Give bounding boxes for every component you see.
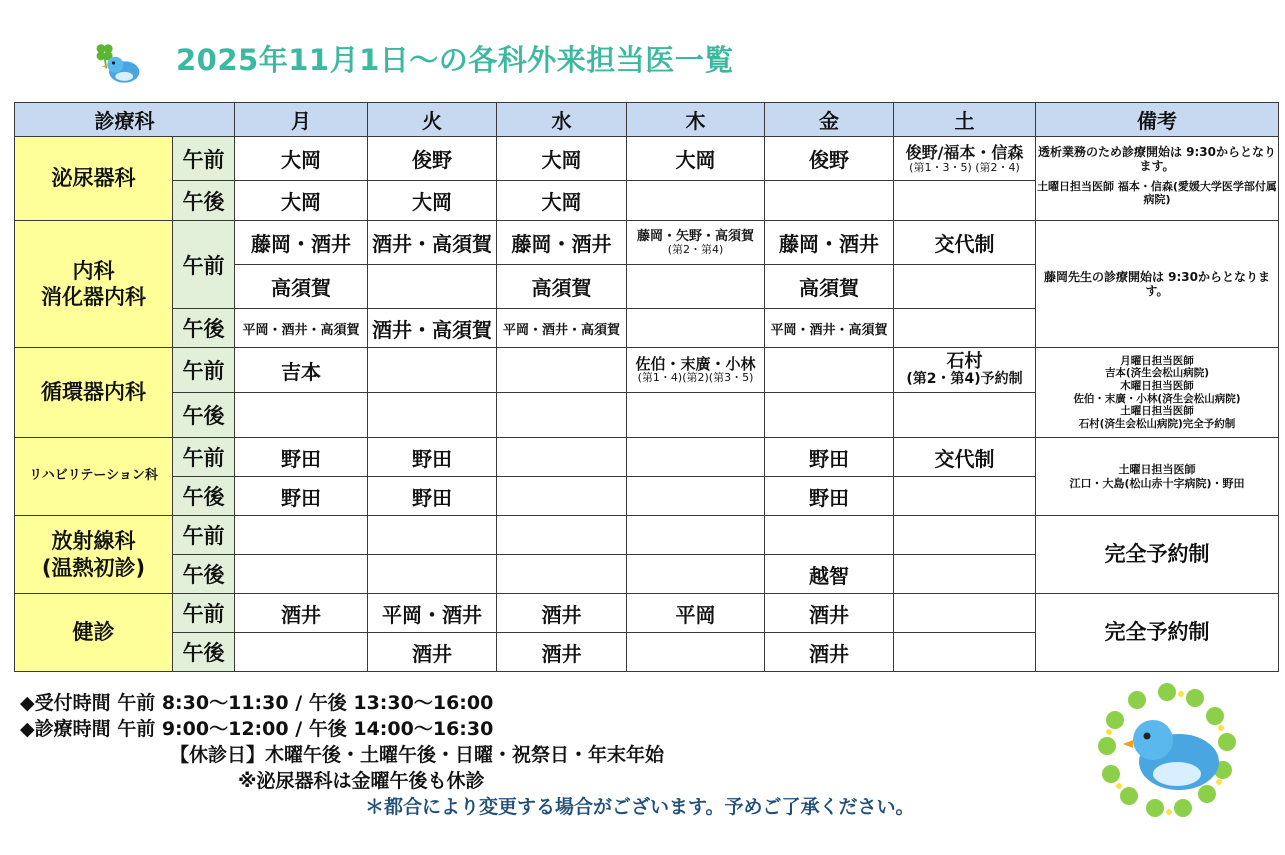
- check-am-wed: 酒井: [497, 594, 627, 633]
- rad-pm-wed: [497, 555, 627, 594]
- rehab-pm-fri: 野田: [765, 477, 894, 516]
- check-pm-wed: 酒井: [497, 633, 627, 672]
- rad-pm-fri: 越智: [765, 555, 894, 594]
- header-sat: 土: [894, 103, 1036, 137]
- cardio-am-wed: [497, 348, 627, 393]
- period-pm: 午後: [173, 555, 235, 594]
- rehab-am-fri: 野田: [765, 438, 894, 477]
- rehab-pm-wed: [497, 477, 627, 516]
- rad-pm-tue: [368, 555, 497, 594]
- page-title: 2025年11月1日～の各科外来担当医一覧: [176, 43, 734, 77]
- consultation-hours: ◆診療時間 午前 9:00～12:00 / 午後 14:00～16:30: [20, 718, 494, 740]
- header-mon: 月: [235, 103, 368, 137]
- header-thu: 木: [627, 103, 765, 137]
- cardio-am-sat-doctor: 石村: [946, 351, 983, 373]
- period-pm: 午後: [173, 181, 235, 221]
- rehab-pm-tue: 野田: [368, 477, 497, 516]
- check-pm-thu: [627, 633, 765, 672]
- check-pm-fri: 酒井: [765, 633, 894, 672]
- check-pm-sat: [894, 633, 1036, 672]
- int-am1-thu: [627, 221, 765, 265]
- rehab-note-2: 江口・大島(松山赤十字病院)・野田: [1069, 476, 1245, 490]
- uro-am-thu: 大岡: [627, 137, 765, 181]
- cardio-pm-sat: [894, 393, 1036, 438]
- rad-am-thu: [627, 516, 765, 555]
- header-wed: 水: [497, 103, 627, 137]
- header-row: [15, 103, 1279, 137]
- int-pm-sat: [894, 309, 1036, 348]
- dept-internal: [15, 221, 173, 348]
- rehab-am-row: [15, 438, 1279, 477]
- cardio-am-row: [15, 348, 1279, 393]
- rehab-pm-sat: [894, 477, 1036, 516]
- uro-am-fri: 俊野: [765, 137, 894, 181]
- period-am: 午前: [173, 516, 235, 555]
- uro-pm-mon: 大岡: [235, 181, 368, 221]
- period-am: 午前: [173, 348, 235, 393]
- bird-wreath-icon: [1095, 682, 1240, 820]
- int-am1-row: [15, 221, 1279, 265]
- period-pm: 午後: [173, 393, 235, 438]
- header-notes: 備考: [1036, 103, 1279, 137]
- cardio-am-mon: 吉本: [235, 348, 368, 393]
- header-tue: 火: [368, 103, 497, 137]
- dept-radiology: [15, 516, 173, 594]
- int-am1-wed: 藤岡・酒井: [497, 221, 627, 265]
- int-am2-tue: [368, 265, 497, 309]
- cardio-note-2: 吉本(済生会松山病院): [1104, 367, 1210, 380]
- urology-holiday-note: ※泌尿器科は金曜午後も休診: [238, 770, 485, 792]
- uro-note: [1036, 137, 1279, 221]
- rehab-am-wed: [497, 438, 627, 477]
- check-am-row: [15, 594, 1279, 633]
- rad-am-row: [15, 516, 1279, 555]
- int-note: 藤岡先生の診療開始は 9:30からとなります。: [1036, 221, 1279, 348]
- int-am2-fri: 高須賀: [765, 265, 894, 309]
- int-am2-thu: [627, 265, 765, 309]
- period-pm: 午後: [173, 309, 235, 348]
- rad-pm-thu: [627, 555, 765, 594]
- cardio-am-sat: [894, 348, 1036, 393]
- footer-info: [20, 690, 914, 820]
- uro-note-2: 土曜日担当医師 福本・信森(愛媛大学医学部付属病院): [1037, 179, 1277, 206]
- int-pm-thu: [627, 309, 765, 348]
- int-pm-tue: 酒井・高須賀: [368, 309, 497, 348]
- uro-am-sat-weeks: (第1・3・5) (第2・4): [909, 160, 1020, 174]
- cardio-pm-fri: [765, 393, 894, 438]
- cardio-am-sat-weeks: (第2・第4)予約制: [906, 371, 1023, 388]
- cardio-am-tue: [368, 348, 497, 393]
- rehab-am-mon: 野田: [235, 438, 368, 477]
- int-am1-mon: 藤岡・酒井: [235, 221, 368, 265]
- period-am: 午前: [173, 221, 235, 309]
- uro-am-row: [15, 137, 1279, 181]
- header-dept: 診療科: [15, 103, 235, 137]
- int-am2-mon: 高須賀: [235, 265, 368, 309]
- cardio-note: [1036, 348, 1279, 438]
- cardio-pm-wed: [497, 393, 627, 438]
- cardio-pm-tue: [368, 393, 497, 438]
- rehab-note: [1036, 438, 1279, 516]
- cardio-note-1: 月曜日担当医師: [1120, 354, 1194, 367]
- header-fri: 金: [765, 103, 894, 137]
- int-am1-fri: 藤岡・酒井: [765, 221, 894, 265]
- check-note: 完全予約制: [1036, 594, 1279, 672]
- schedule-table: [14, 102, 1279, 672]
- uro-am-tue: 俊野: [368, 137, 497, 181]
- period-pm: 午後: [173, 633, 235, 672]
- rad-am-mon: [235, 516, 368, 555]
- cardio-note-4: 佐伯・末廣・小林(済生会松山病院): [1073, 392, 1241, 405]
- rehab-pm-mon: 野田: [235, 477, 368, 516]
- cardio-am-thu-doctors: 佐伯・末廣・小林: [635, 354, 756, 373]
- uro-am-sat-doctors: 俊野/福本・信森: [905, 142, 1024, 162]
- dept-internal-name2: 消化器内科: [41, 285, 146, 309]
- check-pm-tue: 酒井: [368, 633, 497, 672]
- period-am: 午前: [173, 137, 235, 181]
- int-pm-mon: 平岡・酒井・高須賀: [235, 309, 368, 348]
- rad-note: 完全予約制: [1036, 516, 1279, 594]
- bird-clover-icon: [85, 38, 151, 88]
- uro-note-1: 透析業務のため診療開始は 9:30からとなります。: [1037, 144, 1277, 174]
- cardio-pm-thu: [627, 393, 765, 438]
- uro-pm-thu: [627, 181, 765, 221]
- check-am-thu: 平岡: [627, 594, 765, 633]
- check-pm-mon: [235, 633, 368, 672]
- dept-cardiology: 循環器内科: [15, 348, 173, 438]
- int-am1-thu-doctors: 藤岡・矢野・高須賀: [636, 228, 754, 244]
- cardio-note-5: 土曜日担当医師: [1120, 405, 1194, 418]
- rehab-am-sat: 交代制: [894, 438, 1036, 477]
- dept-radiology-name1: 放射線科: [51, 529, 136, 554]
- cardio-note-3: 木曜日担当医師: [1120, 379, 1194, 392]
- check-am-fri: 酒井: [765, 594, 894, 633]
- cardio-am-thu: [627, 348, 765, 393]
- rad-pm-sat: [894, 555, 1036, 594]
- uro-pm-sat: [894, 181, 1036, 221]
- reception-hours: ◆受付時間 午前 8:30～11:30 / 午後 13:30～16:00: [20, 692, 494, 714]
- cardio-am-fri: [765, 348, 894, 393]
- uro-pm-wed: 大岡: [497, 181, 627, 221]
- holidays: 【休診日】木曜午後・土曜午後・日曜・祝祭日・年末年始: [170, 744, 665, 766]
- period-pm: 午後: [173, 477, 235, 516]
- cardio-note-6: 石村(済生会松山病院)完全予約制: [1078, 417, 1236, 430]
- dept-rehabilitation: リハビリテーション科: [15, 438, 173, 516]
- rehab-am-tue: 野田: [368, 438, 497, 477]
- cardio-am-thu-weeks: (第1・4)(第2)(第3・5): [637, 371, 754, 385]
- dept-checkup: 健診: [15, 594, 173, 672]
- int-am2-sat: [894, 265, 1036, 309]
- rad-am-tue: [368, 516, 497, 555]
- dept-radiology-name2: (温熱初診): [41, 555, 146, 580]
- dept-urology: 泌尿器科: [15, 137, 173, 221]
- rehab-am-thu: [627, 438, 765, 477]
- uro-pm-tue: 大岡: [368, 181, 497, 221]
- int-am1-tue: 酒井・高須賀: [368, 221, 497, 265]
- int-am1-sat: 交代制: [894, 221, 1036, 265]
- rehab-pm-thu: [627, 477, 765, 516]
- int-am2-wed: 高須賀: [497, 265, 627, 309]
- check-am-tue: 平岡・酒井: [368, 594, 497, 633]
- int-pm-fri: 平岡・酒井・高須賀: [765, 309, 894, 348]
- rad-am-wed: [497, 516, 627, 555]
- int-am1-thu-weeks: (第2・第4): [667, 242, 724, 256]
- int-pm-wed: 平岡・酒井・高須賀: [497, 309, 627, 348]
- uro-am-mon: 大岡: [235, 137, 368, 181]
- uro-am-sat: [894, 137, 1036, 181]
- cardio-pm-mon: [235, 393, 368, 438]
- check-am-sat: [894, 594, 1036, 633]
- rad-am-sat: [894, 516, 1036, 555]
- check-am-mon: 酒井: [235, 594, 368, 633]
- rad-am-fri: [765, 516, 894, 555]
- uro-am-wed: 大岡: [497, 137, 627, 181]
- change-notice: ＊都合により変更する場合がございます。予めご了承ください。: [365, 796, 915, 818]
- rehab-note-1: 土曜日担当医師: [1118, 463, 1196, 477]
- period-am: 午前: [173, 438, 235, 477]
- uro-pm-fri: [765, 181, 894, 221]
- period-am: 午前: [173, 594, 235, 633]
- rad-pm-mon: [235, 555, 368, 594]
- dept-internal-name1: 内科: [72, 258, 115, 283]
